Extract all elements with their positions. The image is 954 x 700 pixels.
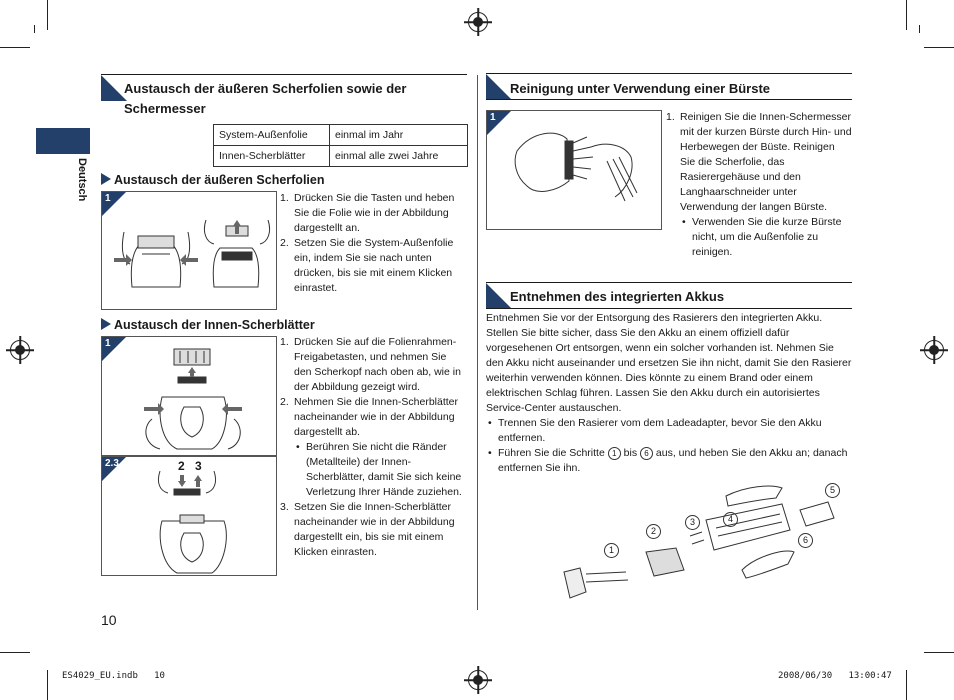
- crop-mark: [924, 47, 954, 48]
- sidebar-tab: [36, 128, 90, 154]
- callout-number: 3: [685, 515, 700, 530]
- callout-number: 2: [646, 524, 661, 539]
- subheading: [101, 173, 324, 187]
- list-item: 3. Setzen Sie die Innen-Scherblätter nacheinander wie in der Abbildung dargestellt ein, bis sie mit einem Klicken einrasten.: [280, 501, 455, 558]
- outer-foil-steps: [280, 191, 466, 296]
- list-item: 1. Drücken Sie die Tasten und heben Sie die Folie wie in der Abbildung dargestellt an.: [280, 192, 455, 234]
- crop-mark: [924, 652, 954, 653]
- crop-mark: [47, 670, 48, 700]
- section-title: Austausch der äußeren Scherfolien sowie der Schermesser: [124, 81, 407, 116]
- list-item: 2. Nehmen Sie die Innen-Scherblätter nacheinander wie in der Abbildung dargestellt ab. • Berühren Sie nicht die Ränder (Metallteile) der Innen-Scherblätter, damit Sie sich keine Verletzung Ihrer Hände zuziehen.: [280, 395, 466, 500]
- callout-2: [646, 521, 661, 539]
- shaver-foil-illustration: [102, 192, 276, 309]
- table-row: [214, 146, 468, 167]
- table-row: [214, 125, 468, 146]
- callout-1: [604, 540, 619, 558]
- callout-number: 6: [640, 447, 653, 460]
- figure-label: 2.3: [105, 458, 119, 469]
- subheading-text: Austausch der Innen-Scherblätter: [114, 318, 315, 332]
- section-title: Entnehmen des integrierten Akkus: [510, 289, 725, 304]
- step-number: 2: [178, 459, 185, 473]
- callout-4: [723, 509, 738, 527]
- callout-number: 4: [723, 512, 738, 527]
- figure-label: 1: [490, 112, 496, 123]
- callout-number: 6: [798, 533, 813, 548]
- callout-number: 1: [604, 543, 619, 558]
- bullet-text: Führen Sie die Schritte: [498, 447, 608, 459]
- shaver-head-illustration: [102, 337, 276, 455]
- note-bullet: • Berühren Sie nicht die Ränder (Metallteile) der Innen-Scherblätter, damit Sie sich keine Verletzung Ihrer Hände zuziehen.: [294, 440, 466, 500]
- language-label: Deutsch: [76, 158, 88, 202]
- list-item: 1. Drücken Sie auf die Folienrahmen-Freigabetasten, und nehmen Sie den Scherkopf nach oben ab, wie in der Abbildung gezeigt wird.: [280, 336, 461, 393]
- page-number: 10: [101, 612, 117, 628]
- brush-steps: [666, 110, 852, 260]
- figure-label: 1: [105, 338, 111, 349]
- figure-inner-blades-2-3: [101, 456, 277, 576]
- list-item: 2. Setzen Sie die System-Außenfolie ein, indem Sie sie nach unten drücken, bis sie mit einem Klicken einrastet.: [280, 237, 454, 294]
- registration-mark-icon: [924, 340, 944, 360]
- crop-mark: [47, 0, 48, 30]
- crop-mark: [906, 670, 907, 700]
- divider-line: [486, 308, 852, 309]
- callout-number: 1: [608, 447, 621, 460]
- table-cell: einmal im Jahr: [330, 125, 468, 146]
- step-number: 3: [195, 459, 202, 473]
- crop-mark: [34, 25, 35, 33]
- table-cell: System-Außenfolie: [214, 125, 330, 146]
- section-title: Reinigung unter Verwendung einer Bürste: [510, 81, 771, 96]
- crop-mark: [0, 652, 30, 653]
- brush-illustration: [487, 111, 661, 229]
- figure-label: 1: [105, 193, 111, 204]
- subheading-text: Austausch der äußeren Scherfolien: [114, 173, 325, 187]
- crop-mark: [906, 0, 907, 30]
- footer-file: ES4029_EU.indb 10: [62, 671, 165, 681]
- callout-number: 5: [825, 483, 840, 498]
- table-cell: einmal alle zwei Jahre: [330, 146, 468, 167]
- figure-brush-cleaning: [486, 110, 662, 230]
- registration-mark-icon: [10, 340, 30, 360]
- figure-inner-blades-1: [101, 336, 277, 456]
- registration-mark-icon: [468, 670, 488, 690]
- triangle-right-icon: [101, 318, 111, 330]
- crop-mark: [0, 47, 30, 48]
- battery-bullet: [486, 446, 852, 476]
- replacement-table: [213, 124, 468, 167]
- note-bullet: • Verwenden Sie die kurze Bürste nicht, um die Außenfolie zu reinigen.: [680, 215, 852, 260]
- callout-3: [685, 512, 700, 530]
- crop-mark: [919, 25, 920, 33]
- subheading: [101, 318, 315, 332]
- column-divider: [477, 75, 478, 610]
- callout-5: [825, 480, 840, 498]
- battery-paragraph: Entnehmen Sie vor der Entsorgung des Rasierers den integrierten Akku. Stellen Sie bitte sicher, dass Sie den Akku an einem offiziell dafür vorgesehenen Ort entsorgen, wenn ein solcher vorhanden ist. Nehmen Sie den Akku nicht auseinander und ersetzen Sie ihn nicht, damit Sie den Rasierer weiterhin verwenden können. Dies könnte zu einem Brand oder einem elektrischen Schlag führen. Lassen Sie den Akku durch ein autorisiertes Service-Center austauschen.: [486, 312, 852, 414]
- table-cell: Innen-Scherblätter: [214, 146, 330, 167]
- blade-removal-illustration: [102, 457, 276, 575]
- figure-outer-foil: [101, 191, 277, 310]
- triangle-right-icon: [101, 173, 111, 185]
- registration-mark-icon: [468, 12, 488, 32]
- list-item: 1. Reinigen Sie die Innen-Schermesser mit der kurzen Bürste durch Hin- und Herbewegen der Büste. Reinigen Sie die Scherfolie, das Rasierergehäuse und den Langhaarschneider unter Verwendung der langen Bürste. • Verwenden Sie die kurze Bürste nicht, um die Außenfolie zu reinigen.: [666, 110, 852, 260]
- divider-line: [486, 99, 852, 100]
- battery-bullet: • Trennen Sie den Rasierer vom dem Ladeadapter, bevor Sie den Akku entfernen.: [486, 416, 852, 446]
- callout-6: [798, 530, 813, 548]
- bullet-text: bis: [620, 447, 640, 459]
- bullet-text: aus, und heben Sie den Akku an; danach entfernen Sie ihn.: [498, 447, 848, 474]
- inner-blades-steps: [280, 335, 466, 560]
- footer-timestamp: 2008/06/30 13:00:47: [778, 671, 892, 681]
